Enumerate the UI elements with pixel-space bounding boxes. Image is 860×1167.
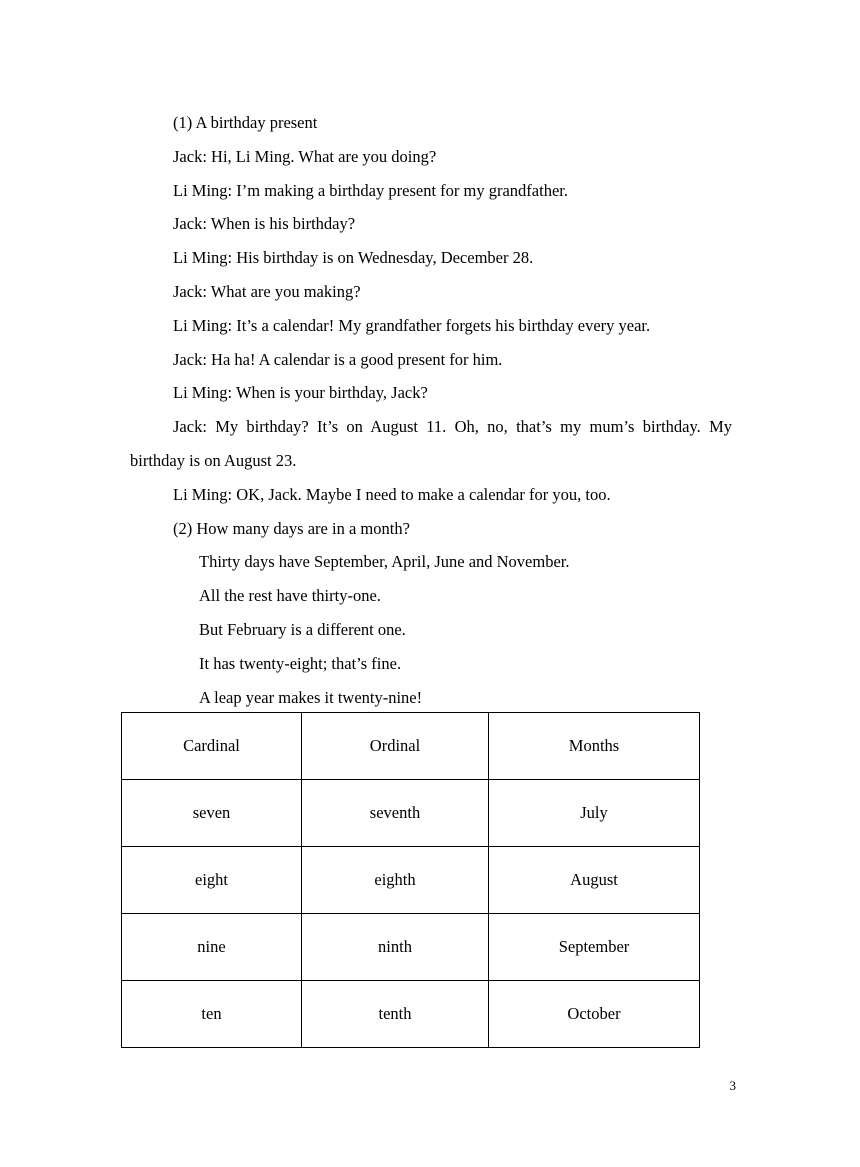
table-cell: October bbox=[489, 981, 700, 1048]
table-header-row bbox=[122, 713, 700, 780]
poem-line: It has twenty-eight; that’s fine. bbox=[199, 653, 402, 673]
table-row bbox=[122, 981, 700, 1048]
poem-line: All the rest have thirty-one. bbox=[199, 586, 381, 606]
table-cell: eighth bbox=[302, 847, 489, 914]
section-heading-days-in-month: (2) How many days are in a month? bbox=[173, 518, 410, 538]
table-row bbox=[122, 914, 700, 981]
dialogue-line: Li Ming: I’m making a birthday present for my grandfather. bbox=[173, 180, 568, 200]
page-number: 3 bbox=[729, 1078, 736, 1093]
dialogue-line: Li Ming: When is your birthday, Jack? bbox=[173, 383, 428, 403]
table-header-cell: Months bbox=[489, 713, 700, 780]
table-header-cell: Ordinal bbox=[302, 713, 489, 780]
dialogue-line: Li Ming: It’s a calendar! My grandfather forgets his birthday every year. bbox=[173, 315, 651, 335]
table-cell: ten bbox=[122, 981, 302, 1048]
dialogue-line: Jack: Ha ha! A calendar is a good present for him. bbox=[173, 349, 503, 369]
table-cell: August bbox=[489, 847, 700, 914]
dialogue-line: Li Ming: OK, Jack. Maybe I need to make a calendar for you, too. bbox=[173, 484, 611, 504]
table-cell: tenth bbox=[302, 981, 489, 1048]
table-cell: seventh bbox=[302, 780, 489, 847]
table-cell: nine bbox=[122, 914, 302, 981]
dialogue-line: Jack: My birthday? It’s on August 11. Oh, no, that’s my mum’s birthday. My birthday is on August 23. bbox=[130, 417, 732, 470]
table-row bbox=[122, 847, 700, 914]
table-cell: July bbox=[489, 780, 700, 847]
poem-line: Thirty days have September, April, June and November. bbox=[199, 552, 570, 572]
table-row bbox=[122, 780, 700, 847]
dialogue-line: Li Ming: His birthday is on Wednesday, December 28. bbox=[173, 248, 534, 268]
table-cell: September bbox=[489, 914, 700, 981]
numbers-months-table bbox=[121, 712, 700, 1048]
dialogue-line: Jack: Hi, Li Ming. What are you doing? bbox=[173, 146, 437, 166]
poem-line: But February is a different one. bbox=[199, 619, 406, 639]
table-header-cell: Cardinal bbox=[122, 713, 302, 780]
poem-line: A leap year makes it twenty-nine! bbox=[199, 687, 423, 707]
text-body bbox=[130, 106, 732, 714]
table-cell: eight bbox=[122, 847, 302, 914]
section-heading-birthday-present: (1) A birthday present bbox=[173, 113, 318, 132]
table-cell: ninth bbox=[302, 914, 489, 981]
dialogue-line: Jack: When is his birthday? bbox=[173, 214, 356, 234]
table-cell: seven bbox=[122, 780, 302, 847]
dialogue-line: Jack: What are you making? bbox=[173, 281, 361, 301]
